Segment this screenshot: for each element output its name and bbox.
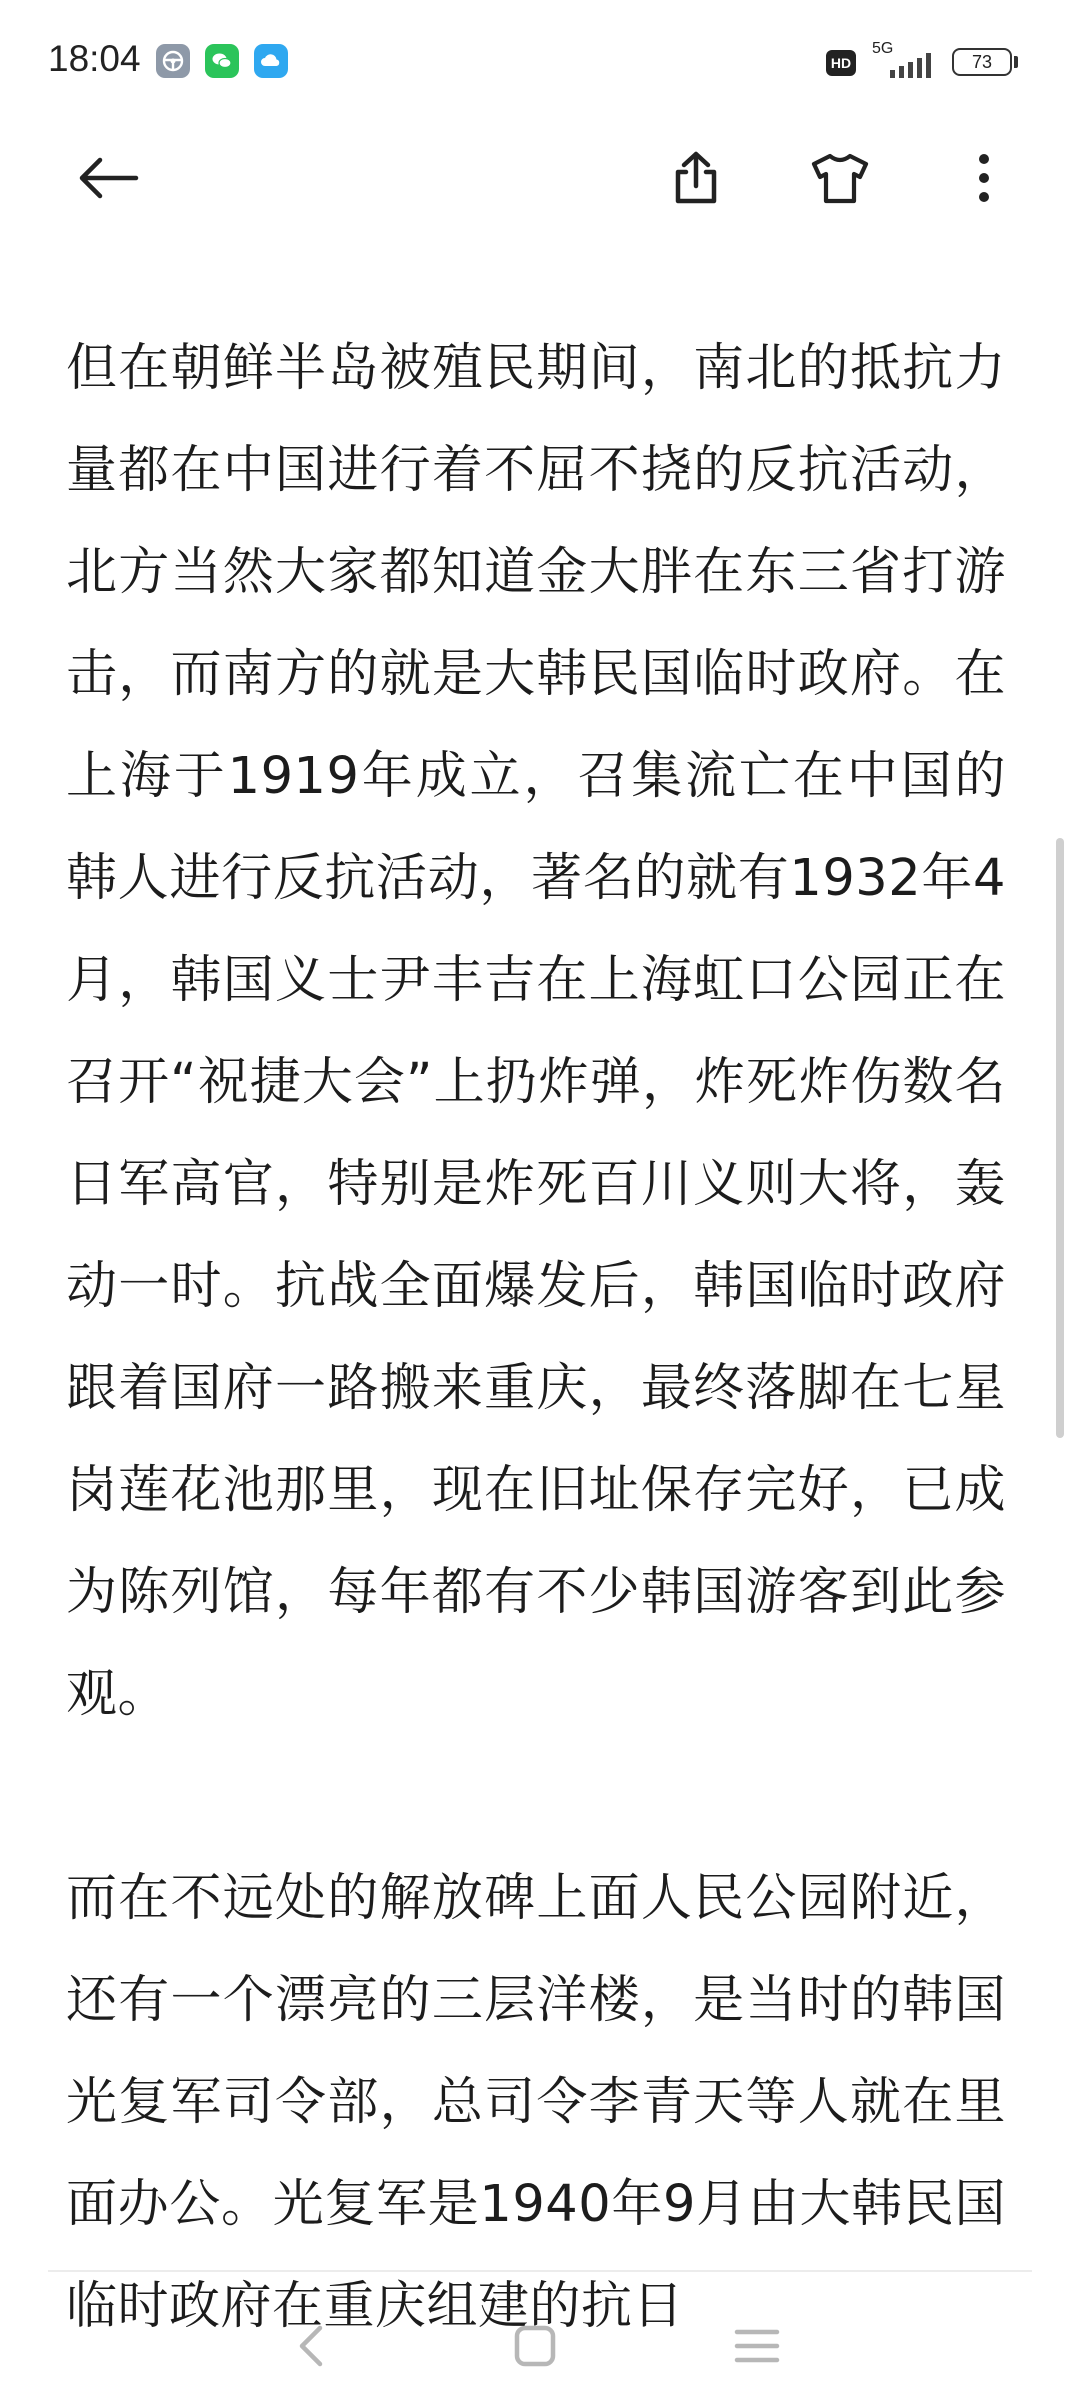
signal-strength-icon <box>890 52 938 82</box>
hd-badge: HD <box>826 50 856 76</box>
nav-divider <box>48 2270 1032 2272</box>
chevron-left-icon <box>296 2324 326 2372</box>
battery-tip <box>1014 56 1018 68</box>
battery-indicator: 73 <box>952 48 1012 76</box>
back-arrow-icon <box>76 154 140 206</box>
article-body <box>66 318 1006 2358</box>
nav-home-button[interactable] <box>500 2318 570 2378</box>
more-options-button[interactable] <box>944 140 1024 220</box>
nav-back-button[interactable] <box>276 2318 346 2378</box>
steering-wheel-icon <box>156 44 190 78</box>
menu-lines-icon <box>733 2326 781 2370</box>
share-button[interactable] <box>656 140 736 220</box>
back-button[interactable] <box>68 140 148 220</box>
wechat-icon <box>205 44 239 78</box>
theme-button[interactable] <box>800 140 880 220</box>
article-paragraph: 而在不远处的解放碑上面人民公园附近，还有一个漂亮的三层洋楼，是当时的韩国光复军司令部，总司令李青天等人就在里面办公。光复军是1940年9月由大韩民国临时政府在重庆组建的抗日 <box>66 1869 1006 2336</box>
scrollbar[interactable] <box>1056 838 1064 1438</box>
status-time: 18:04 <box>48 38 141 79</box>
article-paragraph: 但在朝鲜半岛被殖民期间，南北的抵抗力量都在中国进行着不屈不挠的反抗活动，北方当然大家都知道金大胖在东三省打游击，而南方的就是大韩民国临时政府。在上海于1919年成立，召集流亡在中国的韩人进行反抗活动，著名的就有1932年4月，韩国义士尹丰吉在上海虹口公园正在召开“祝捷大会”上扔炸弹，炸死炸伤数名日军高官，特别是炸死百川义则大将，轰动一时。抗战全面爆发后，韩国临时政府跟着国府一路搬来重庆，最终落脚在七星岗莲花池那里，现在旧址保存完好，已成为陈列馆，每年都有不少韩国游客到此参观。 <box>66 339 1006 1724</box>
share-icon <box>670 150 722 210</box>
status-bar <box>0 0 1080 120</box>
more-vertical-icon <box>976 152 992 208</box>
network-type: 5G <box>872 40 894 57</box>
home-square-icon <box>513 2324 557 2372</box>
shirt-icon <box>810 152 870 208</box>
nav-recent-button[interactable] <box>722 2318 792 2378</box>
cloud-icon <box>254 44 288 78</box>
